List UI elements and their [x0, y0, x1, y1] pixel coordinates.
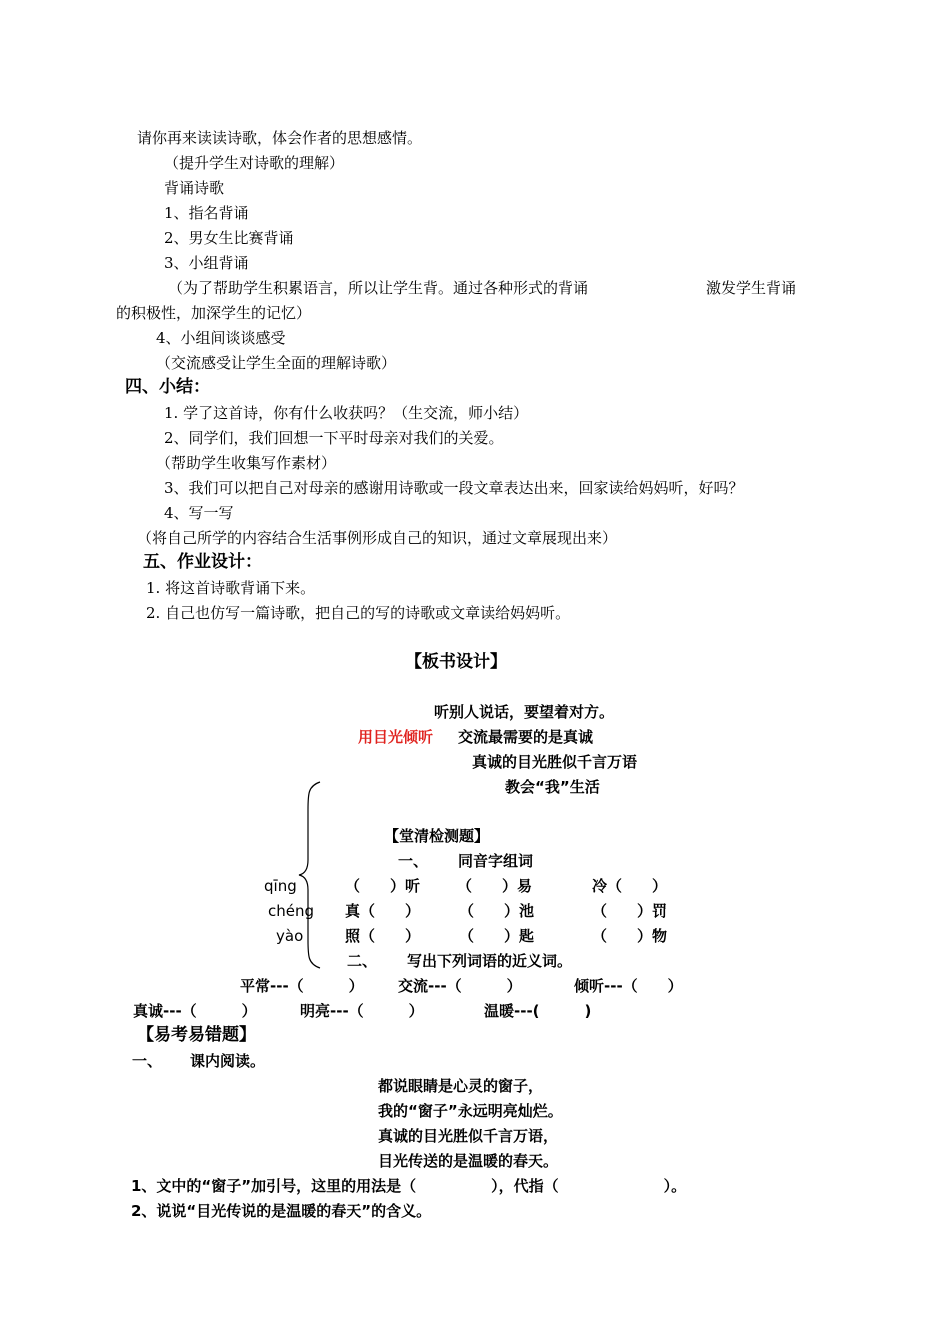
lesson-step: 3、小组背诵	[164, 254, 249, 272]
quiz-blank: （ ）易	[457, 877, 533, 895]
quiz-q1-title: 同音字组词	[458, 852, 534, 870]
quiz-title: 【堂清检测题】	[384, 827, 490, 845]
synonym-item: 明亮---（ ）	[300, 1002, 424, 1020]
question-1: 1、文中的“窗子”加引号，这里的用法是（ ），代指（ ）。	[131, 1177, 687, 1195]
homework-heading: 五、作业设计：	[143, 552, 262, 572]
synonym-item: 温暖---( )	[484, 1002, 592, 1020]
board-red-label: 用目光倾听	[358, 728, 434, 746]
quiz-blank: （ ）罚	[592, 902, 668, 920]
poem-line: 我的“窗子”永远明亮灿烂。	[378, 1102, 563, 1120]
quiz-blank: （ ）匙	[459, 927, 535, 945]
quiz-blank: 冷（ ）	[592, 877, 668, 895]
homework-item: 1. 将这首诗歌背诵下来。	[146, 579, 316, 597]
synonym-item: 倾听---（ ）	[574, 977, 683, 995]
poem-line: 都说眼睛是心灵的窗子，	[378, 1077, 544, 1095]
board-title: 【板书设计】	[405, 652, 507, 672]
quiz-blank: （ ）听	[345, 877, 421, 895]
pinyin-label: yào	[276, 927, 304, 945]
board-line: 听别人说话，要望着对方。	[434, 703, 615, 721]
summary-note: （帮助学生收集写作素材）	[156, 454, 337, 472]
lesson-note: 激发学生背诵	[706, 279, 797, 297]
pinyin-label: chéng	[268, 902, 315, 920]
errors-section-title: 课内阅读。	[190, 1052, 266, 1070]
quiz-q2-number: 二、	[347, 952, 378, 970]
quiz-q2-title: 写出下列词语的近义词。	[407, 952, 573, 970]
homework-item: 2. 自己也仿写一篇诗歌，把自己的写的诗歌或文章读给妈妈听。	[146, 604, 571, 622]
errors-section-number: 一、	[132, 1052, 163, 1070]
summary-item: 2、同学们，我们回想一下平时母亲对我们的关爱。	[164, 429, 504, 447]
board-line: 教会“我”生活	[505, 778, 600, 796]
lesson-step: 2、男女生比赛背诵	[164, 229, 294, 247]
quiz-blank: 照（ ）	[345, 927, 421, 945]
lesson-note: 的积极性，加深学生的记忆）	[116, 304, 312, 322]
poem-line: 目光传送的是温暖的春天。	[378, 1152, 559, 1170]
summary-note: （将自己所学的内容结合生活事例形成自己的知识，通过文章展现出来）	[137, 529, 618, 547]
quiz-blank: （ ）池	[459, 902, 535, 920]
quiz-blank: 真（ ）	[345, 902, 421, 920]
question-2: 2、说说“目光传说的是温暖的春天”的含义。	[131, 1202, 432, 1220]
summary-item: 4、写一写	[164, 504, 234, 522]
summary-item: 3、我们可以把自己对母亲的感谢用诗歌或一段文章表达出来，回家读给妈妈听，好吗？	[164, 479, 744, 497]
board-line: 真诚的目光胜似千言万语	[472, 753, 638, 771]
errors-title: 【易考易错题】	[137, 1025, 256, 1045]
lesson-note: （为了帮助学生积累语言，所以让学生背。通过各种形式的背诵	[168, 279, 589, 297]
lesson-line: 背诵诗歌	[164, 179, 225, 197]
summary-heading: 四、小结：	[125, 377, 210, 397]
quiz-q1-number: 一、	[398, 852, 429, 870]
quiz-blank: （ ）物	[592, 927, 668, 945]
synonym-item: 真诚---（ ）	[133, 1002, 257, 1020]
lesson-line: 请你再来读读诗歌，体会作者的思想感情。	[137, 129, 423, 147]
lesson-note: （提升学生对诗歌的理解）	[164, 154, 345, 172]
lesson-step: 4、小组间谈谈感受	[156, 329, 286, 347]
summary-item: 1. 学了这首诗，你有什么收获吗？（生交流，师小结）	[164, 404, 529, 422]
poem-line: 真诚的目光胜似千言万语，	[378, 1127, 559, 1145]
lesson-step: 1、指名背诵	[164, 204, 249, 222]
lesson-note: （交流感受让学生全面的理解诗歌）	[156, 354, 397, 372]
pinyin-label: qīng	[264, 877, 297, 895]
synonym-item: 平常---（ ）	[240, 977, 364, 995]
synonym-item: 交流---（ ）	[398, 977, 522, 995]
board-line: 交流最需要的是真诚	[458, 728, 594, 746]
